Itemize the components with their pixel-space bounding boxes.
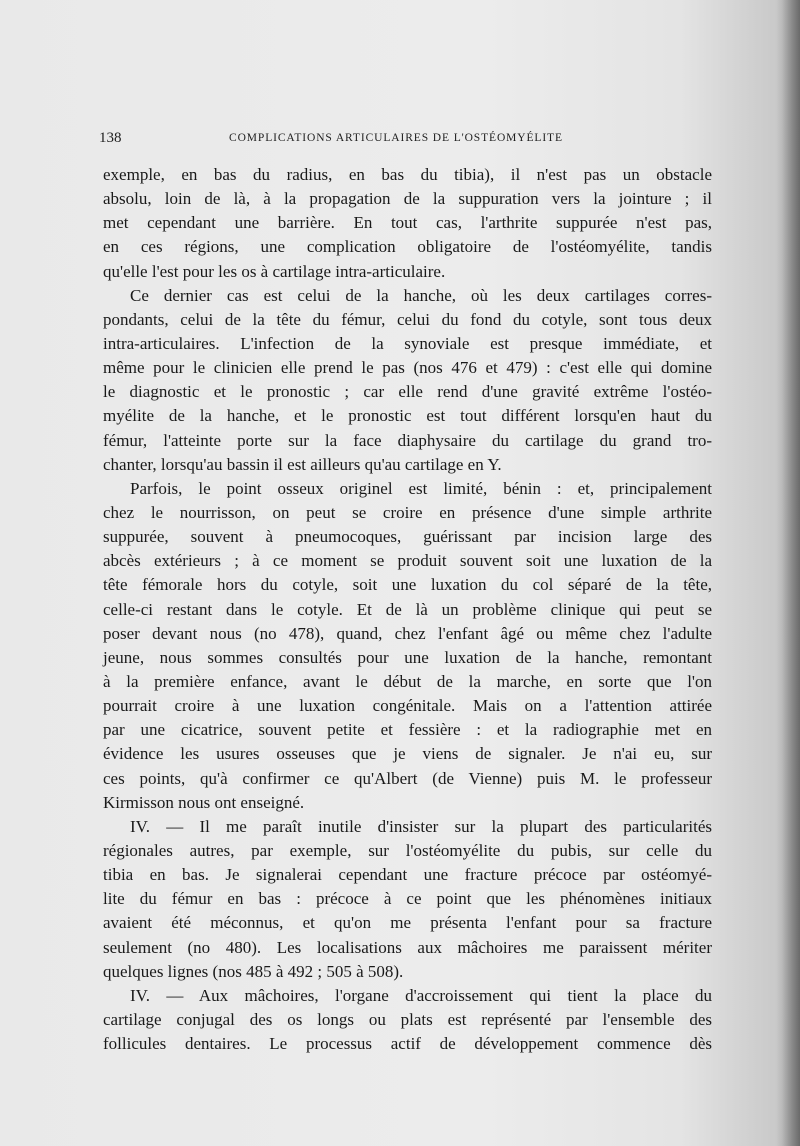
text-line: Parfois, le point osseux originel est limité, bénin : et, principalement — [130, 478, 712, 498]
text-line: en ces régions, une complication obligatoire de l'ostéomyélite, tandis — [103, 237, 712, 257]
text-line: par une cicatrice, souvent petite et fessière : et la radiographie met en — [103, 720, 712, 740]
text-line: chanter, lorsqu'au bassin il est ailleurs qu'au cartilage en Y. — [103, 454, 502, 474]
text-line: Ce dernier cas est celui de la hanche, où les deux cartilages corres- — [130, 285, 712, 305]
text-line: lite du fémur en bas : précoce à ce point que les phénomènes initiaux — [103, 889, 712, 909]
text-line: Kirmisson nous ont enseigné. — [103, 792, 305, 812]
body-text — [103, 163, 712, 1056]
text-line: follicules dentaires. Le processus actif de développement commence dès — [103, 1034, 712, 1054]
text-line: le diagnostic et le pronostic ; car elle rend d'une gravité extrême l'ostéo- — [103, 382, 712, 402]
text-line: celle-ci restant dans le cotyle. Et de là un problème clinique qui peut se — [103, 599, 712, 619]
text-line: qu'elle l'est pour les os à cartilage intra-articulaire. — [103, 261, 446, 281]
text-line: intra-articulaires. L'infection de la synoviale est presque immédiate, et — [103, 333, 712, 353]
text-line: ces points, qu'à confirmer ce qu'Albert (de Vienne) puis M. le professeur — [103, 768, 712, 788]
text-line: poser devant nous (no 478), quand, chez l'enfant âgé ou même chez l'adulte — [103, 623, 712, 643]
text-line: pondants, celui de la tête du fémur, celui du fond du cotyle, sont tous deux — [103, 309, 712, 329]
text-line: pourrait croire à une luxation congénitale. Mais on a l'attention attirée — [103, 696, 712, 716]
text-line: myélite de la hanche, et le pronostic est tout différent lorsqu'en haut du — [103, 406, 712, 426]
text-line: IV. — Aux mâchoires, l'organe d'accroissement qui tient la place du — [130, 985, 712, 1005]
text-line: suppurée, souvent à pneumocoques, guérissant par incision large des — [103, 527, 712, 547]
text-line: met cependant une barrière. En tout cas, l'arthrite suppurée n'est pas, — [103, 213, 712, 233]
text-line: absolu, loin de là, à la propagation de la suppuration vers la jointure ; il — [103, 189, 712, 209]
text-line: évidence les usures osseuses que je viens de signaler. Je n'ai eu, sur — [103, 744, 712, 764]
text-line: tibia en bas. Je signalerai cependant une fracture précoce par ostéomyé- — [103, 865, 712, 885]
text-line: fémur, l'atteinte porte sur la face diaphysaire du cartilage du grand tro- — [103, 430, 712, 450]
text-line: quelques lignes (nos 485 à 492 ; 505 à 508). — [103, 961, 404, 981]
text-line: à la première enfance, avant le début de la marche, en sorte que l'on — [103, 671, 712, 691]
text-line: chez le nourrisson, on peut se croire en présence d'une simple arthrite — [103, 502, 712, 522]
page-number: 138 — [99, 130, 122, 146]
page-header — [99, 130, 709, 150]
text-line: seulement (no 480). Les localisations aux mâchoires me paraissent mériter — [103, 937, 712, 957]
text-line: régionales autres, par exemple, sur l'ostéomyélite du pubis, sur celle du — [103, 840, 712, 860]
text-line: avaient été méconnus, et qu'on me présenta l'enfant pour sa fracture — [103, 913, 712, 933]
text-line: même pour le clinicien elle prend le pas (nos 476 et 479) : c'est elle qui domine — [103, 358, 712, 378]
text-line: IV. — Il me paraît inutile d'insister sur la plupart des particularités — [130, 816, 712, 836]
running-title: COMPLICATIONS ARTICULAIRES DE L'OSTÉOMYÉLITE — [229, 132, 563, 144]
text-line: jeune, nous sommes consultés pour une luxation de la hanche, remontant — [103, 647, 712, 667]
text-line: cartilage conjugal des os longs ou plats est représenté par l'ensemble des — [103, 1009, 712, 1029]
text-line: abcès extérieurs ; à ce moment se produit souvent soit une luxation de la — [103, 551, 712, 571]
text-line: exemple, en bas du radius, en bas du tibia), il n'est pas un obstacle — [103, 165, 712, 184]
text-line: tête fémorale hors du cotyle, soit une luxation du col séparé de la tête, — [103, 575, 712, 595]
